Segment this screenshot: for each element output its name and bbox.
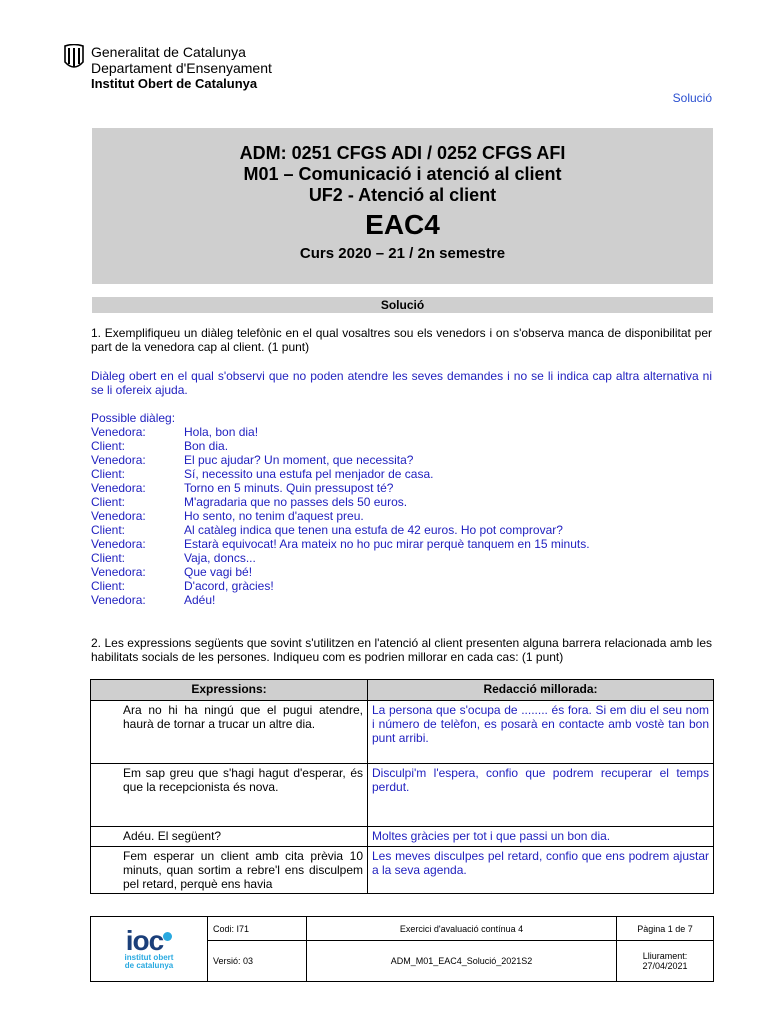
course-year: Curs 2020 – 21 / 2n semestre <box>299 245 506 262</box>
title-box <box>92 128 713 284</box>
dialog-line <box>91 495 590 509</box>
table-row <box>91 764 714 827</box>
solution-label: Solució <box>672 91 712 105</box>
generalitat-logo-icon <box>64 44 84 72</box>
dialog-line <box>91 481 590 495</box>
dialog-speaker: Venedora: <box>91 453 146 467</box>
dialog-text: Adéu! <box>184 593 216 607</box>
improved-cell: Les meves disculpes pel retard, confio que ens podrem ajustar a la seva agenda. <box>368 847 714 894</box>
footer-delivery-date: 27/04/2021 <box>642 961 688 972</box>
dialog-speaker: Venedora: <box>91 425 146 439</box>
expression-cell: Ara no hi ha ningú que el pugui atendre, haurà de tornar a trucar un altre dia. <box>91 701 368 764</box>
dialog-text: Ho sento, no tenim d'aquest preu. <box>184 509 364 523</box>
dialog-line <box>91 537 590 551</box>
dialog-text: El puc ajudar? Un moment, que necessita? <box>184 453 414 467</box>
table-row <box>91 827 714 847</box>
dialog-line <box>91 425 590 439</box>
footer-exercise: Exercici d'avaluació contínua 4 <box>307 917 617 941</box>
dialog-line <box>91 523 590 537</box>
dialog-line <box>91 565 590 579</box>
dialog <box>91 411 590 607</box>
footer-table <box>90 916 714 982</box>
institute-name: Institut Obert de Catalunya <box>91 76 258 91</box>
dialog-text: D'acord, gràcies! <box>184 579 274 593</box>
improved-cell: Moltes gràcies per tot i que passi un bon dia. <box>368 827 714 847</box>
dialog-text: Torno en 5 minuts. Quin pressupost té? <box>184 481 394 495</box>
footer-page: Pàgina 1 de 7 <box>617 917 714 941</box>
department-name: Departament d'Ensenyament <box>91 60 272 76</box>
dialog-text: Hola, bon dia! <box>184 425 259 439</box>
ioc-logo <box>91 917 208 982</box>
unit-title: UF2 - Atenció al client <box>308 185 497 205</box>
course-code: ADM: 0251 CFGS ADI / 0252 CFGS AFI <box>239 143 566 163</box>
dialog-line <box>91 593 590 607</box>
dialog-line <box>91 579 590 593</box>
table-row <box>91 847 714 894</box>
institution-header <box>91 44 272 92</box>
ioc-logo-sub1: institut obert <box>124 953 174 962</box>
dialog-text: Estarà equivocat! Ara mateix no ho puc mirar perquè tanquem en 15 minuts. <box>184 537 590 551</box>
exercise-title: EAC4 <box>365 209 440 240</box>
improved-cell: La persona que s'ocupa de ........ és fora. Si em diu el seu nom i número de telèfon, es posarà en contacte amb vostè tan bon punt arribi. <box>368 701 714 764</box>
footer-version: Versió: 03 <box>208 941 307 982</box>
dialog-line <box>91 467 590 481</box>
module-title: M01 – Comunicació i atenció al client <box>243 164 562 184</box>
dialog-speaker: Client: <box>91 439 126 453</box>
gencat-name: Generalitat de Catalunya <box>91 44 246 60</box>
ioc-logo-text: ioc <box>125 925 164 956</box>
dialog-speaker: Client: <box>91 523 126 537</box>
dialog-speaker: Client: <box>91 467 126 481</box>
question-2: 2. Les expressions següents que sovint s'utilitzen en l'atenció al client presenten alguna barrera relacionada amb les habilitats socials de les persones. Indiqueu com es podrien millorar en cada cas: (1 punt) <box>91 636 712 664</box>
expression-cell <box>91 847 368 894</box>
dialog-text: Sí, necessito una estufa pel menjador de casa. <box>184 467 434 481</box>
dialog-line <box>91 453 590 467</box>
dialog-text: Al catàleg indica que tenen una estufa de 42 euros. Ho pot comprovar? <box>184 523 563 537</box>
ioc-dot-icon <box>163 932 172 941</box>
dialog-text: Vaja, doncs... <box>184 551 256 565</box>
dialog-text: Bon dia. <box>184 439 229 453</box>
dialog-speaker: Venedora: <box>91 481 146 495</box>
dialog-speaker: Client: <box>91 495 126 509</box>
footer-filename: ADM_M01_EAC4_Solució_2021S2 <box>307 941 617 982</box>
dialog-speaker: Venedora: <box>91 593 146 607</box>
footer-delivery <box>617 941 714 982</box>
table-header-row <box>91 680 714 701</box>
expression-cell: Em sap greu que s'hagi hagut d'esperar, és que la recepcionista és nova. <box>91 764 368 827</box>
column-header-expressions: Expressions: <box>91 680 368 701</box>
expression-text: Fem esperar un client amb cita prèvia 10 minuts, quan sortim a rebre'l ens disculpem pel retard, perquè ens havia <box>123 849 363 891</box>
footer-row <box>91 917 714 941</box>
expressions-table <box>90 679 714 894</box>
dialog-line <box>91 439 590 453</box>
footer-delivery-label: Lliurament: <box>642 951 688 962</box>
dialog-speaker: Venedora: <box>91 537 146 551</box>
expression-cell: Adéu. El següent? <box>91 827 368 847</box>
footer-code: Codi: I71 <box>208 917 307 941</box>
dialog-text: M'agradaria que no passes dels 50 euros. <box>184 495 408 509</box>
dialog-speaker: Venedora: <box>91 565 146 579</box>
dialog-speaker: Venedora: <box>91 509 146 523</box>
dialog-speaker: Client: <box>91 551 126 565</box>
table-row <box>91 701 714 764</box>
dialog-line <box>91 551 590 565</box>
dialog-speaker: Client: <box>91 579 126 593</box>
dialog-title: Possible diàleg: <box>91 411 176 425</box>
section-heading: Solució <box>92 297 713 313</box>
dialog-line <box>91 509 590 523</box>
ioc-logo-sub2: de catalunya <box>124 961 174 970</box>
dialog-text: Que vagi bé! <box>184 565 253 579</box>
improved-cell: Disculpi'm l'espera, confio que podrem recuperar el temps perdut. <box>368 764 714 827</box>
column-header-improved: Redacció millorada: <box>368 680 714 701</box>
question-1: 1. Exemplifiqueu un diàleg telefònic en el qual vosaltres sou els venedors i on s'observa manca de disponibilitat per part de la venedora cap al client. (1 punt) <box>91 326 712 354</box>
answer-1: Diàleg obert en el qual s'observi que no poden atendre les seves demandes i no se li indica cap altra alternativa ni se li ofereix ajuda. <box>91 369 712 397</box>
